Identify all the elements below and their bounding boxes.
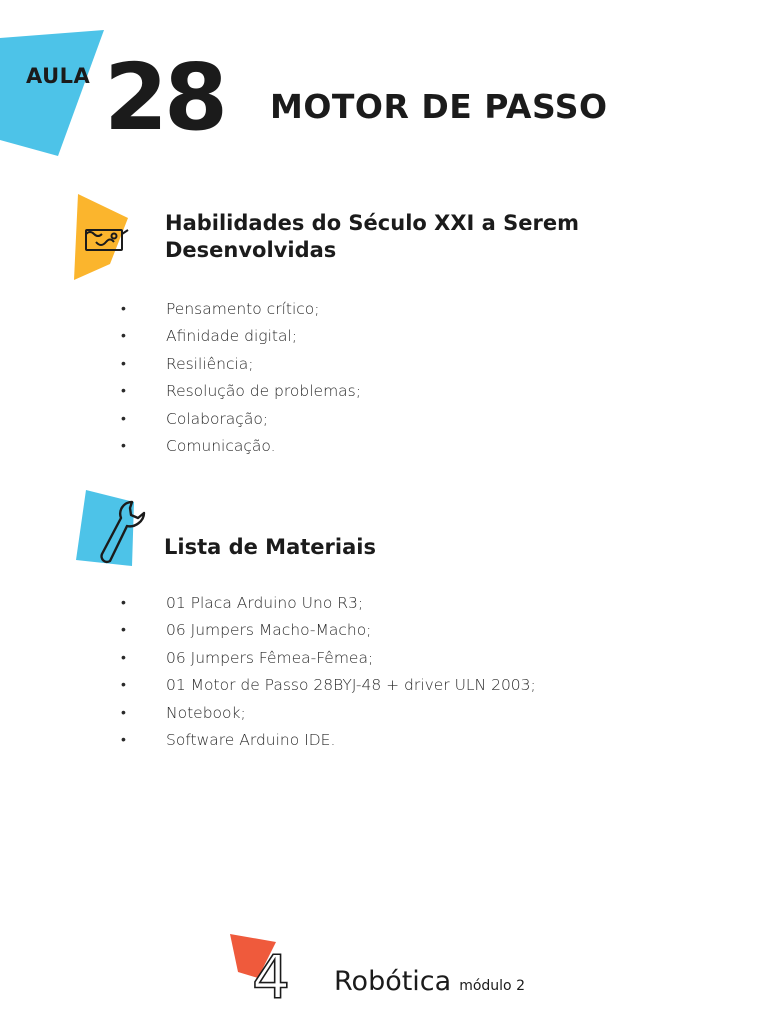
list-item [121,645,536,672]
bullet: • [121,649,126,666]
wrench-icon [74,488,154,572]
list-item [121,590,536,617]
list-item-text: 06 Jumpers Macho-Macho; [166,621,372,640]
bullet: • [121,677,126,694]
list-item-text: 01 Motor de Passo 28BYJ-48 + driver ULN 2003; [166,676,536,695]
bullet: • [121,410,126,427]
list-item [121,323,361,350]
bullet: • [121,595,126,611]
list-item-text: Resolução de problemas; [166,382,361,401]
page-title: MOTOR DE PASSO [270,87,608,126]
bullet: • [121,383,126,400]
list-item-text: Afinidade digital; [166,327,297,346]
skills-heading-line1: Habilidades do Século XXI a Serem [165,211,579,235]
materials-list [121,590,536,754]
list-item [121,727,536,754]
list-item [121,433,361,460]
list-item [121,700,536,727]
materials-heading: Lista de Materiais [164,535,376,559]
list-item-text: Colaboração; [166,409,269,428]
list-item-text: Pensamento crítico; [166,300,320,318]
list-item [121,378,361,405]
page-number-outline [250,948,300,1002]
bullet: • [121,731,126,748]
bullet: • [121,328,126,345]
bullet: • [121,355,126,372]
list-item-text: 06 Jumpers Fêmea-Fêmea; [166,648,374,667]
list-item [121,617,536,644]
skills-list [121,296,361,460]
list-item [121,672,536,699]
bullet: • [121,704,126,721]
list-item-text: Software Arduino IDE. [166,730,336,749]
list-item [121,406,361,433]
brand-name: Robótica [334,966,452,997]
bullet: • [121,437,126,454]
aula-number: 28 [104,44,225,151]
list-item-text: Comunicação. [166,436,276,455]
module-label: módulo 2 [459,978,525,994]
list-item [121,296,361,323]
brain-wave-icon [70,192,140,282]
footer-brand [334,968,525,995]
list-item-text: Notebook; [166,703,246,722]
page-number: 4 [252,948,291,1002]
bullet: • [121,301,126,317]
skills-heading-line2: Desenvolvidas [165,238,337,262]
aula-label: AULA [26,64,91,88]
list-item-text: Resiliência; [166,354,254,373]
bullet: • [121,622,126,639]
list-item [121,351,361,378]
skills-heading [165,210,579,264]
list-item-text: 01 Placa Arduino Uno R3; [166,594,364,612]
